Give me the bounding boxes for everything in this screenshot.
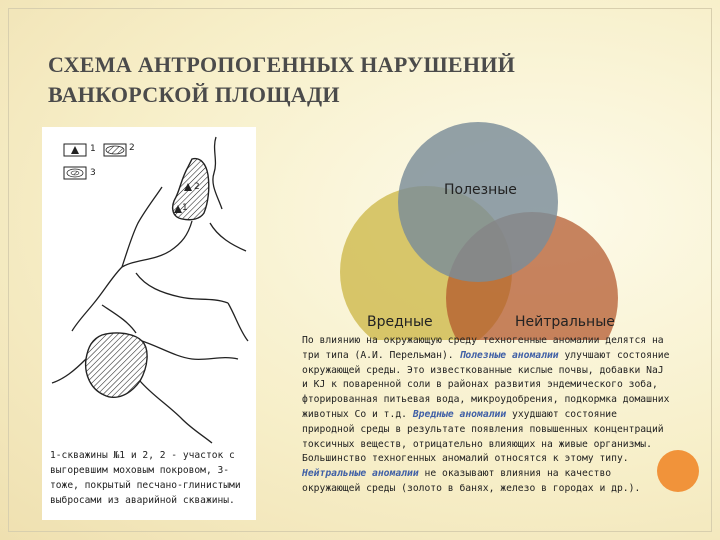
desc-part-1: По влиянию на окружающую среду техногенные аномалии делятся на три типа (А.И. Перельман). [302,335,664,361]
slide-title [48,50,608,110]
desc-part-2: улучшают состояние окружающей среды. Это известкованные кислые почвы, добавки NaJ и KJ к поваренной соли в районах развития эндемического зоба, фторированная питьевая вода, микроудобрения, подкормка домашних животных Co и т.д. [302,349,670,420]
anthropogenic-disturbance-map [42,127,256,447]
decorative-orange-circle [657,450,699,492]
title-line-1: СХЕМА АНТРОПОГЕННЫХ НАРУШЕНИЙ [48,52,516,77]
map-caption: 1-скважины №1 и 2, 2 - участок с выгоревшим моховым покровом, 3- тоже, покрытый песчано-глинистыми выбросами из аварийной скважины. [50,450,241,506]
desc-useful-term: Полезные аномалии [459,349,559,361]
legend-label-2: 2 [129,143,135,153]
venn-diagram [320,120,650,340]
desc-neutral-term: Нейтральные аномалии [302,468,419,480]
anomaly-types-description [302,334,674,497]
title-line-2: ВАНКОРСКОЙ ПЛОЩАДИ [48,82,340,107]
river-lines [52,137,248,443]
well-2-label: 2 [194,182,200,192]
desc-harmful-term: Вредные аномалии [412,408,507,420]
legend-label-1: 1 [90,144,96,154]
desc-part-4: не оказывают влияния на качество окружающей среды (золото в банях, железо в городах и др.). [302,468,641,494]
legend-label-3: 3 [90,168,96,178]
desc-part-3: ухудшают состояние природной среды в результате появления повышенных концентраций токсичных веществ, отрицательно влияющих на живые организмы. Большинство техногенных аномалий относятся к этому типу. [302,408,664,465]
map-panel [42,127,256,520]
venn-label-neutral: Нейтральные [515,314,615,330]
venn-label-harmful: Вредные [367,314,433,330]
venn-circle-useful [398,122,558,282]
sand-clay-ejection-area [86,333,147,397]
venn-label-useful: Полезные [444,182,517,198]
well-1-label: 1 [182,203,188,213]
